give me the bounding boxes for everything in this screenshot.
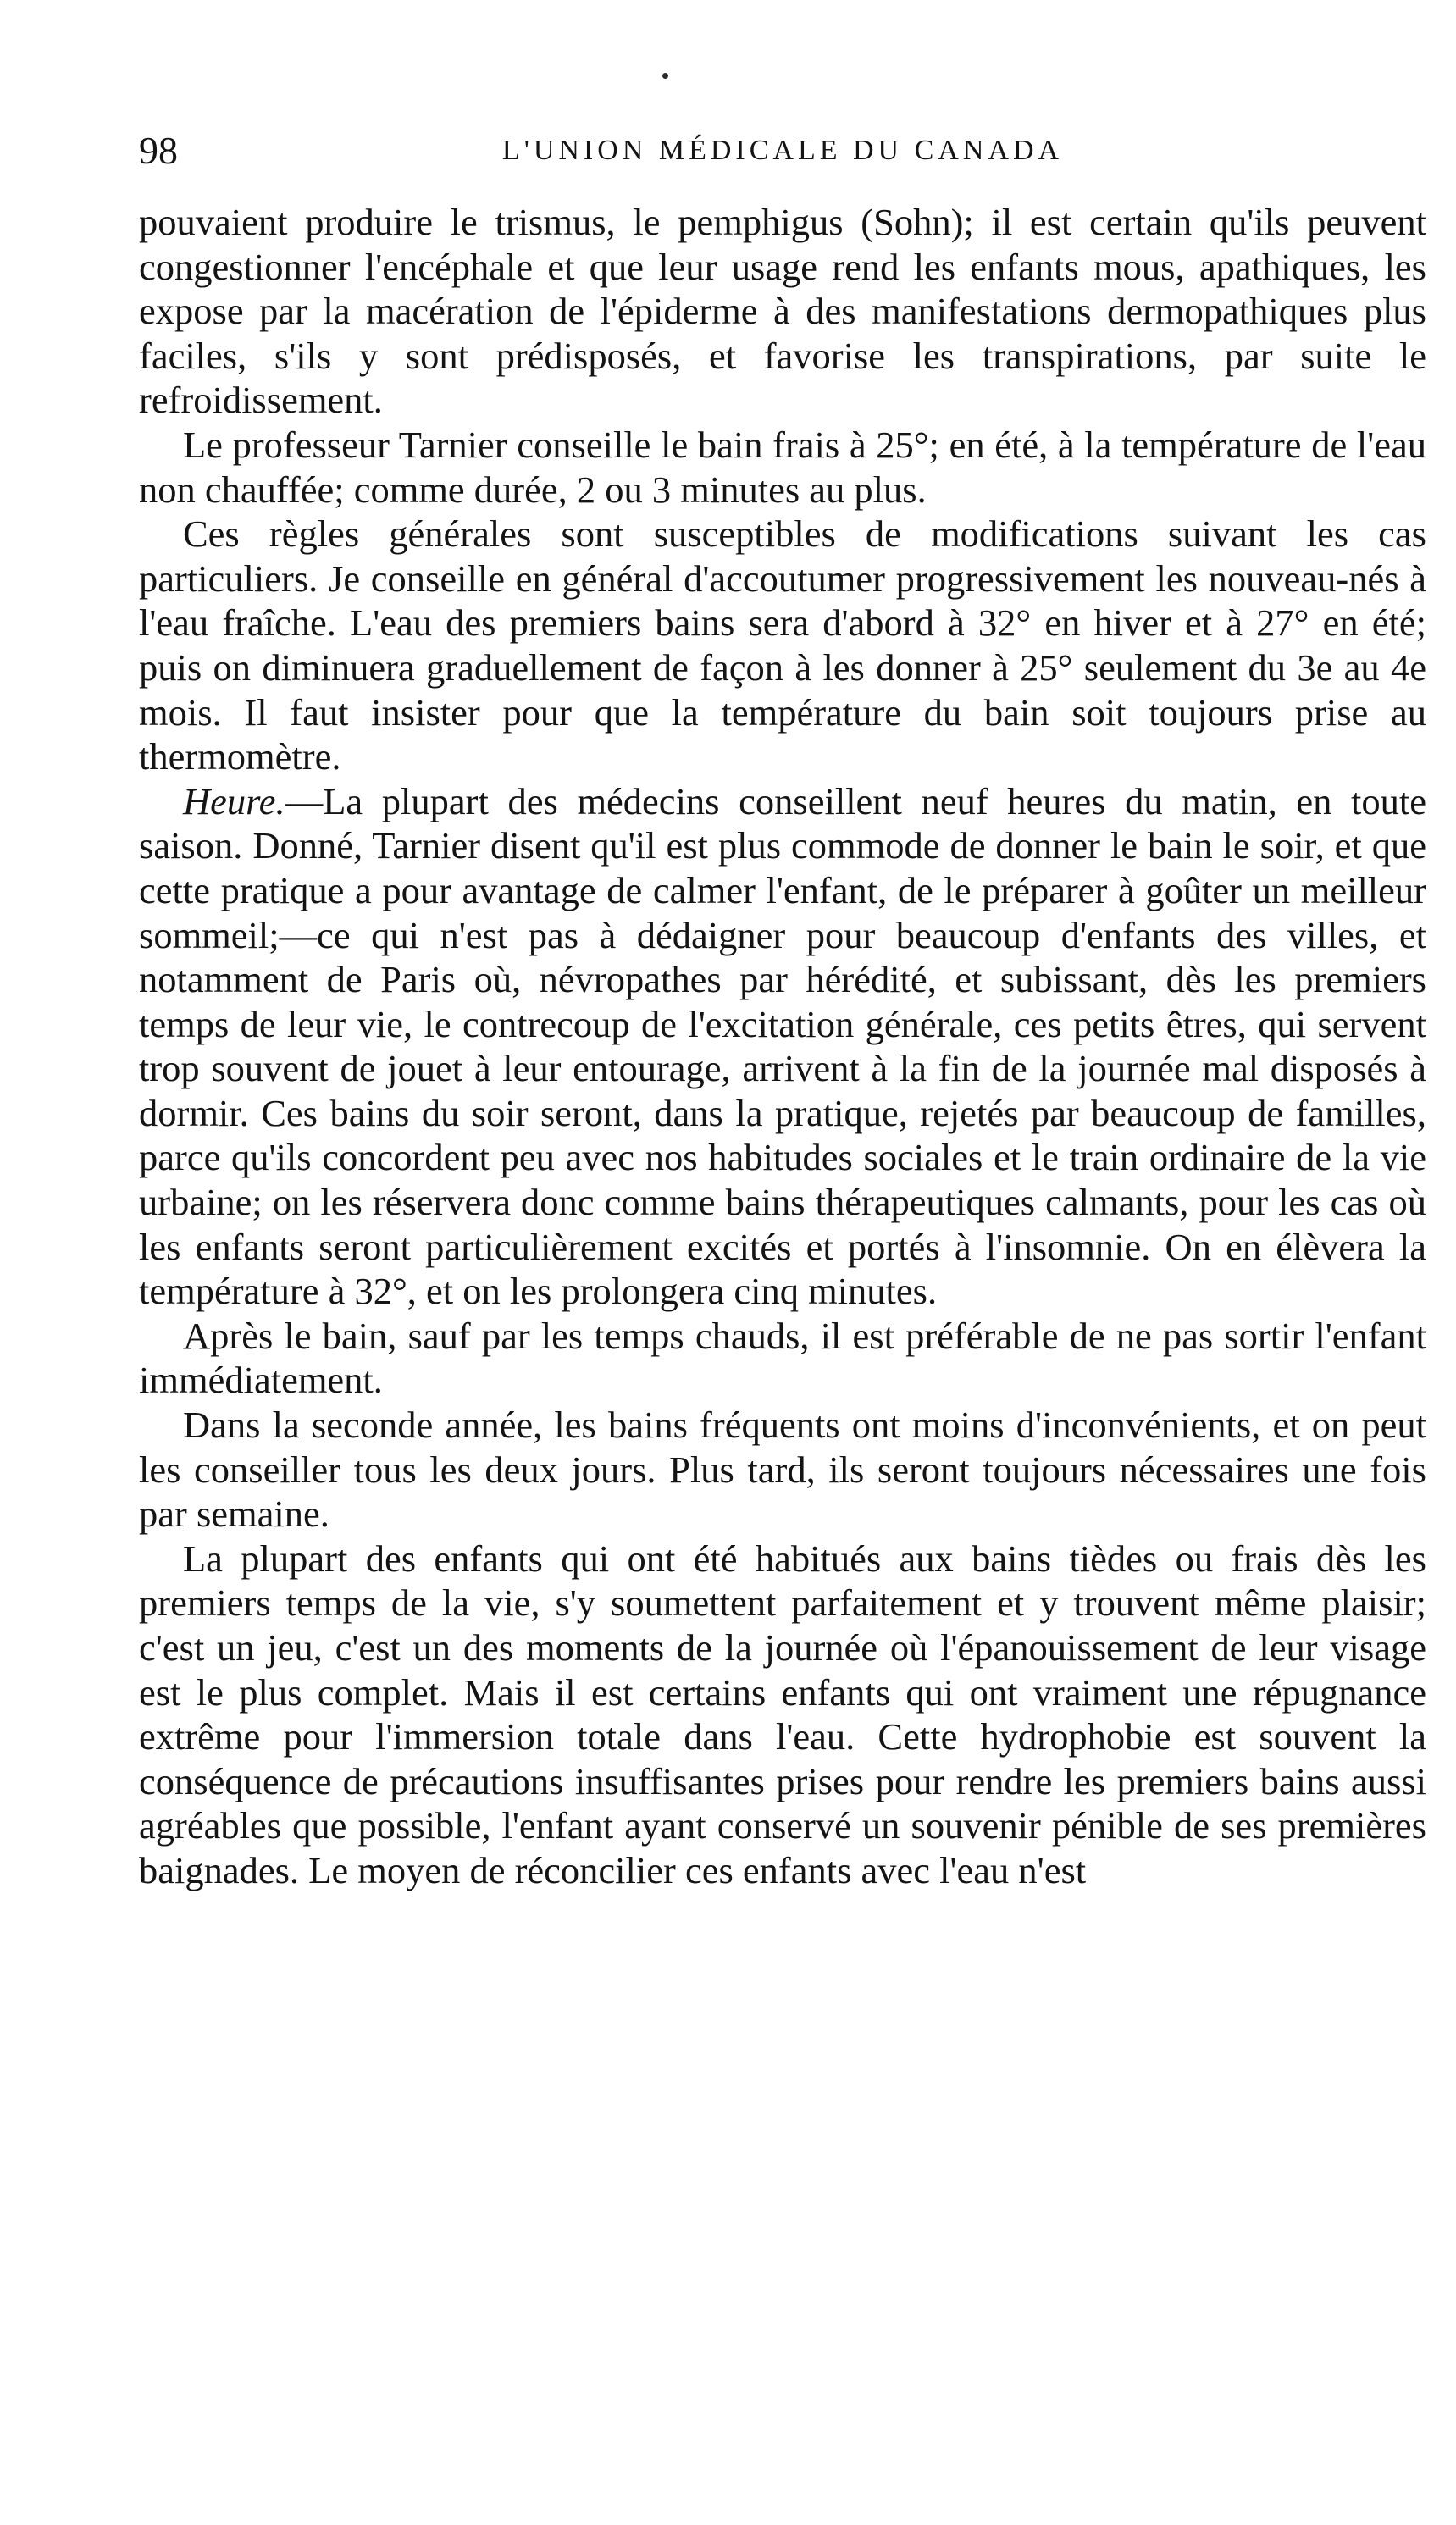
page-number: 98 [139,129,178,172]
paragraph-4 [139,779,1426,1314]
paragraph-3 [139,512,1426,779]
paragraph-6-text: Dans la seconde année, les bains fréquents ont moins d'inconvénients, et on peut les conseiller tous les deux jours. Plus tard, ils seront toujours nécessaires une fois par semaine. [139,1404,1426,1536]
paragraph-6 [139,1403,1426,1537]
paragraph-7-text: La plupart des enfants qui ont été habitués aux bains tièdes ou frais dès les premiers temps de la vie, s'y soumettent parfaitement et y trouvent même plaisir; c'est un jeu, c'est un des moments de la journée où l'épanouissement de leur visage est le plus complet. Mais il est certains enfants qui ont vraiment une répugnance extrême pour l'immersion totale dans l'eau. Cette hydrophobie est souvent la conséquence de précautions insuffisantes prises pour rendre les premiers bains aussi agréables que possible, l'enfant ayant conservé un souvenir pénible de ses premières baignades. Le moyen de réconcilier ces enfants avec l'eau n'est [139,1537,1426,1891]
body-text [139,200,1426,1893]
paragraph-2 [139,423,1426,512]
paragraph-5-text: Après le bain, sauf par les temps chauds, il est préférable de ne pas sortir l'enfant immédiatement. [139,1314,1426,1402]
page-header [139,125,1426,176]
paragraph-5 [139,1314,1426,1403]
paragraph-2-text: Le professeur Tarnier conseille le bain frais à 25°; en été, à la température de l'eau non chauffée; comme durée, 2 ou 3 minutes au plus. [139,423,1426,511]
paragraph-7 [139,1537,1426,1893]
paragraph-4-lead: Heure. [183,779,285,822]
paragraph-3-text: Ces règles générales sont susceptibles de modifications suivant les cas particuliers. Je conseille en général d'accoutumer progressivement les nouveau-nés à l'eau fraîche. L'eau des premiers bains sera d'abord à 32° en hiver et à 27° en été; puis on diminuera graduellement de façon à les donner à 25° seulement du 3e au 4e mois. Il faut insister pour que la température du bain soit toujours prise au thermomètre. [139,512,1426,778]
paragraph-1 [139,200,1426,423]
paragraph-4-text: —La plupart des médecins conseillent neuf heures du matin, en toute saison. Donné, Tarnier disent qu'il est plus commode de donner le bain le soir, et que cette pratique a pour avantage de calmer l'enfant, de le préparer à goûter un meilleur sommeil;—ce qui n'est pas à dédaigner pour beaucoup d'enfants des villes, et notamment de Paris où, névropathes par hérédité, et subissant, dès les premiers temps de leur vie, le contrecoup de l'excitation générale, ces petits êtres, qui servent trop souvent de jouet à leur entourage, arrivent à la fin de la journée mal disposés à dormir. Ces bains du soir seront, dans la pratique, rejetés par beaucoup de familles, parce qu'ils concordent peu avec nos habitudes sociales et le train ordinaire de la vie urbaine; on les réservera donc comme bains thérapeutiques calmants, pour les cas où les enfants seront particulièrement excités et portés à l'insomnie. On en élèvera la température à 32°, et on les prolongera cinq minutes. [139,779,1426,1313]
paragraph-1-text: pouvaient produire le trismus, le pemphigus (Sohn); il est certain qu'ils peuvent congestionner l'encéphale et que leur usage rend les enfants mous, apathiques, les expose par la macération de l'épiderme à des manifestations dermopathiques plus faciles, s'ils y sont prédisposés, et favorise les transpirations, par suite le refroidissement. [139,201,1426,422]
print-speck [662,73,668,79]
running-title: L'UNION MÉDICALE DU CANADA [501,135,1064,166]
